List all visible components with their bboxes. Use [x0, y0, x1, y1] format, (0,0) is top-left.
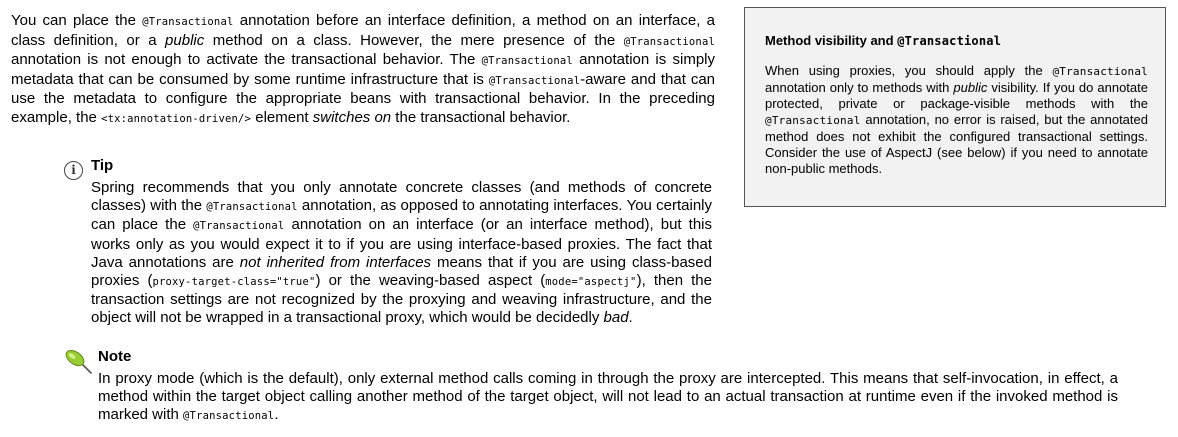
emphasis: public — [953, 80, 988, 95]
text-run: . — [628, 309, 633, 327]
text-run: means that if you are using class-based proxies ( — [91, 253, 712, 290]
text-run: Spring recommends that you only annotate concrete classes (and methods of concrete classes) with the — [91, 179, 712, 215]
inline-code: @Transactional — [206, 201, 298, 214]
inline-code: proxy-target-class="true" — [152, 276, 316, 289]
text-run: ) or the weaving-based aspect ( — [315, 272, 546, 290]
text-run: method on a class. However, the mere presence of the — [204, 31, 624, 49]
text-run: . — [274, 406, 279, 424]
emphasis: public — [165, 31, 205, 49]
text-run: ), then the transaction settings are not recognized by the proxying and weaving infrastructure, and the object will not be wrapped in a transactional proxy, which would be decidedly — [91, 272, 712, 327]
inline-code: @Transactional — [1052, 65, 1148, 78]
text-run: annotation only to methods with — [765, 80, 954, 95]
text-run: annotation, no error is raised, but the annotated method does not exhibit the configured transactional settings. Consider the use of AspectJ (see below) if you need to annotate non-public methods. — [765, 112, 1148, 176]
text-run: element — [251, 108, 313, 126]
inline-code: @Transactional — [897, 34, 1002, 48]
text-run: annotation is simply metadata that can be consumed by some runtime infrastructure that is — [11, 51, 715, 88]
note-body — [98, 370, 1118, 426]
text-run: annotation, as opposed to annotating interfaces. You certainly can place the — [91, 197, 713, 234]
sidebar-body — [765, 63, 1148, 177]
text-run: -aware and that can use the metadata to configure the appropriate beans with transactional behavior. In the preceding example, the — [11, 70, 715, 126]
inline-code: @Transactional — [488, 74, 581, 87]
text-run: When using proxies, you should apply the — [765, 63, 1053, 78]
inline-code: @Transactional — [193, 220, 285, 233]
inline-code: @Transactional — [765, 114, 861, 127]
inline-code: <tx:annotation-driven/> — [101, 112, 252, 125]
info-circle-icon: i — [64, 161, 83, 180]
text-run: annotation before an interface definition, a method on an interface, a class definition, or a — [11, 12, 715, 49]
text-run: You can place the — [11, 12, 143, 29]
inline-code: mode="aspectj" — [545, 276, 637, 289]
inline-code: @Transactional — [183, 410, 275, 423]
pushpin-icon — [64, 348, 94, 376]
text-run: the transactional behavior. — [391, 108, 571, 126]
tip-body — [91, 179, 712, 328]
emphasis: switches on — [312, 108, 392, 126]
inline-code: @Transactional — [142, 16, 234, 28]
sidebar-title — [765, 33, 1001, 48]
text-run: annotation is not enough to activate the transactional behavior. The — [11, 51, 482, 68]
inline-code: @Transactional — [623, 35, 715, 48]
inline-code: @Transactional — [481, 55, 573, 67]
text-run: visibility. If you do annotate protected, private or package-visible methods with the — [765, 80, 1148, 111]
text-run: annotation on an interface (or an interface method), but this works only as you would expect it to if you are using interface-based proxies. The fact that Java annotations are — [91, 216, 713, 271]
text-run: Method visibility and — [765, 33, 898, 48]
main-paragraph — [11, 12, 715, 128]
sidebar-box — [744, 7, 1166, 207]
emphasis: bad — [603, 309, 629, 327]
text-run: In proxy mode (which is the default), only external method calls coming in through the proxy are intercepted. This means that self-invocation, in effect, a method within the target object calling another method of the target object, will not lead to an actual transaction at runtime even if the invoked method is marked with — [98, 370, 1118, 424]
tip-title: Tip — [91, 157, 114, 174]
emphasis: not inherited from interfaces — [239, 253, 432, 271]
note-title: Note — [98, 348, 132, 365]
